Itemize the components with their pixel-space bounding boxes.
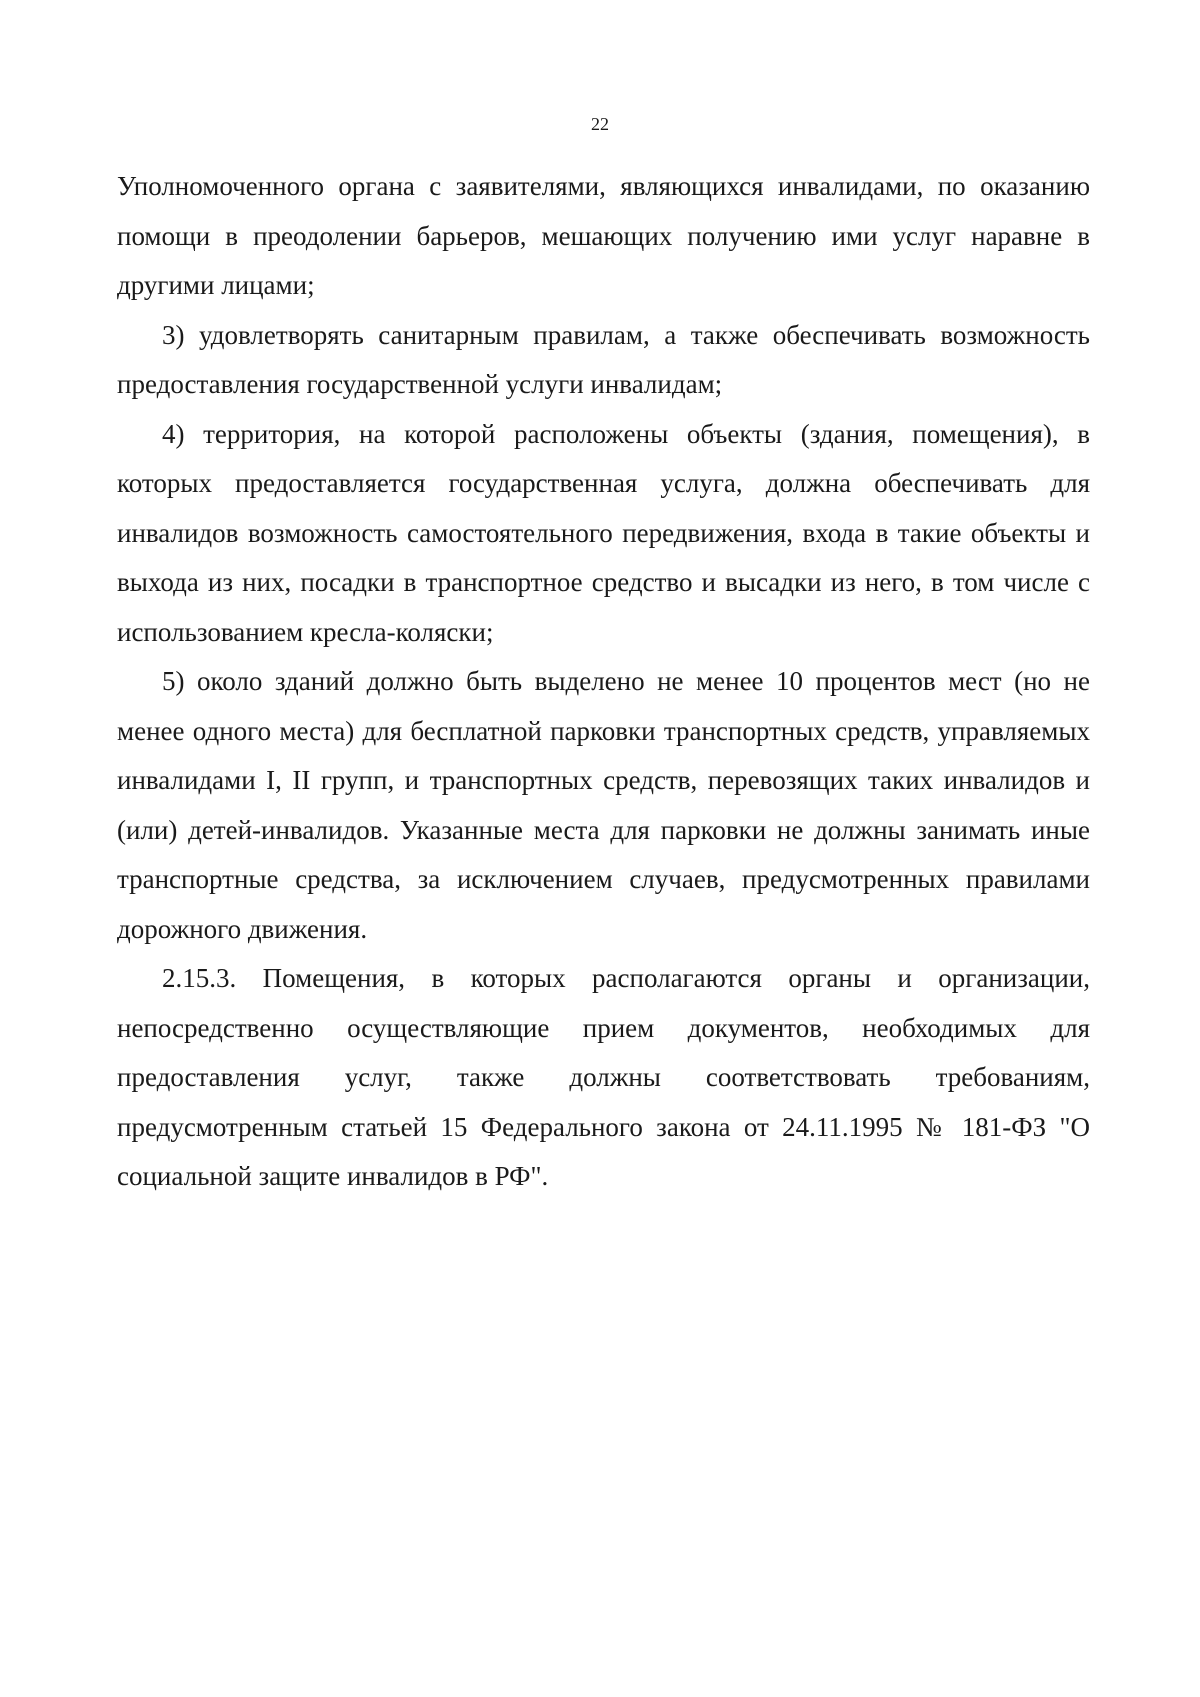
document-body	[117, 162, 1090, 1202]
paragraph-item-4: 4) территория, на которой расположены объекты (здания, помещения), в которых предоставляется государственная услуга, должна обеспечивать для инвалидов возможность самостоятельного передвижения, входа в такие объекты и выхода из них, посадки в транспортное средство и высадки из него, в том числе с использованием кресла-коляски;	[117, 418, 1090, 647]
page-number: 22	[591, 114, 609, 134]
paragraph-item-3: 3) удовлетворять санитарным правилам, а также обеспечивать возможность предоставления государственной услуги инвалидам;	[117, 319, 1090, 399]
paragraph-section-2-15-3: 2.15.3. Помещения, в которых располагаются органы и организации, непосредственно осуществляющие прием документов, необходимых для предоставления услуг, также должны соответствовать требованиям, предусмотренным статьей 15 Федерального закона от 24.11.1995 № 181-ФЗ "О социальной защите инвалидов в РФ".	[117, 963, 1090, 1191]
paragraph-item-5: 5) около зданий должно быть выделено не менее 10 процентов мест (но не менее одного места) для бесплатной парковки транспортных средств, управляемых инвалидами I, II групп, и транспортных средств, перевозящих таких инвалидов и (или) детей-инвалидов. Указанные места для парковки не должны занимать иные транспортные средства, за исключением случаев, предусмотренных правилами дорожного движения.	[117, 666, 1090, 944]
paragraph-continuation: Уполномоченного органа с заявителями, являющихся инвалидами, по оказанию помощи в преодолении барьеров, мешающих получению ими услуг наравне в другими лицами;	[117, 171, 1090, 300]
